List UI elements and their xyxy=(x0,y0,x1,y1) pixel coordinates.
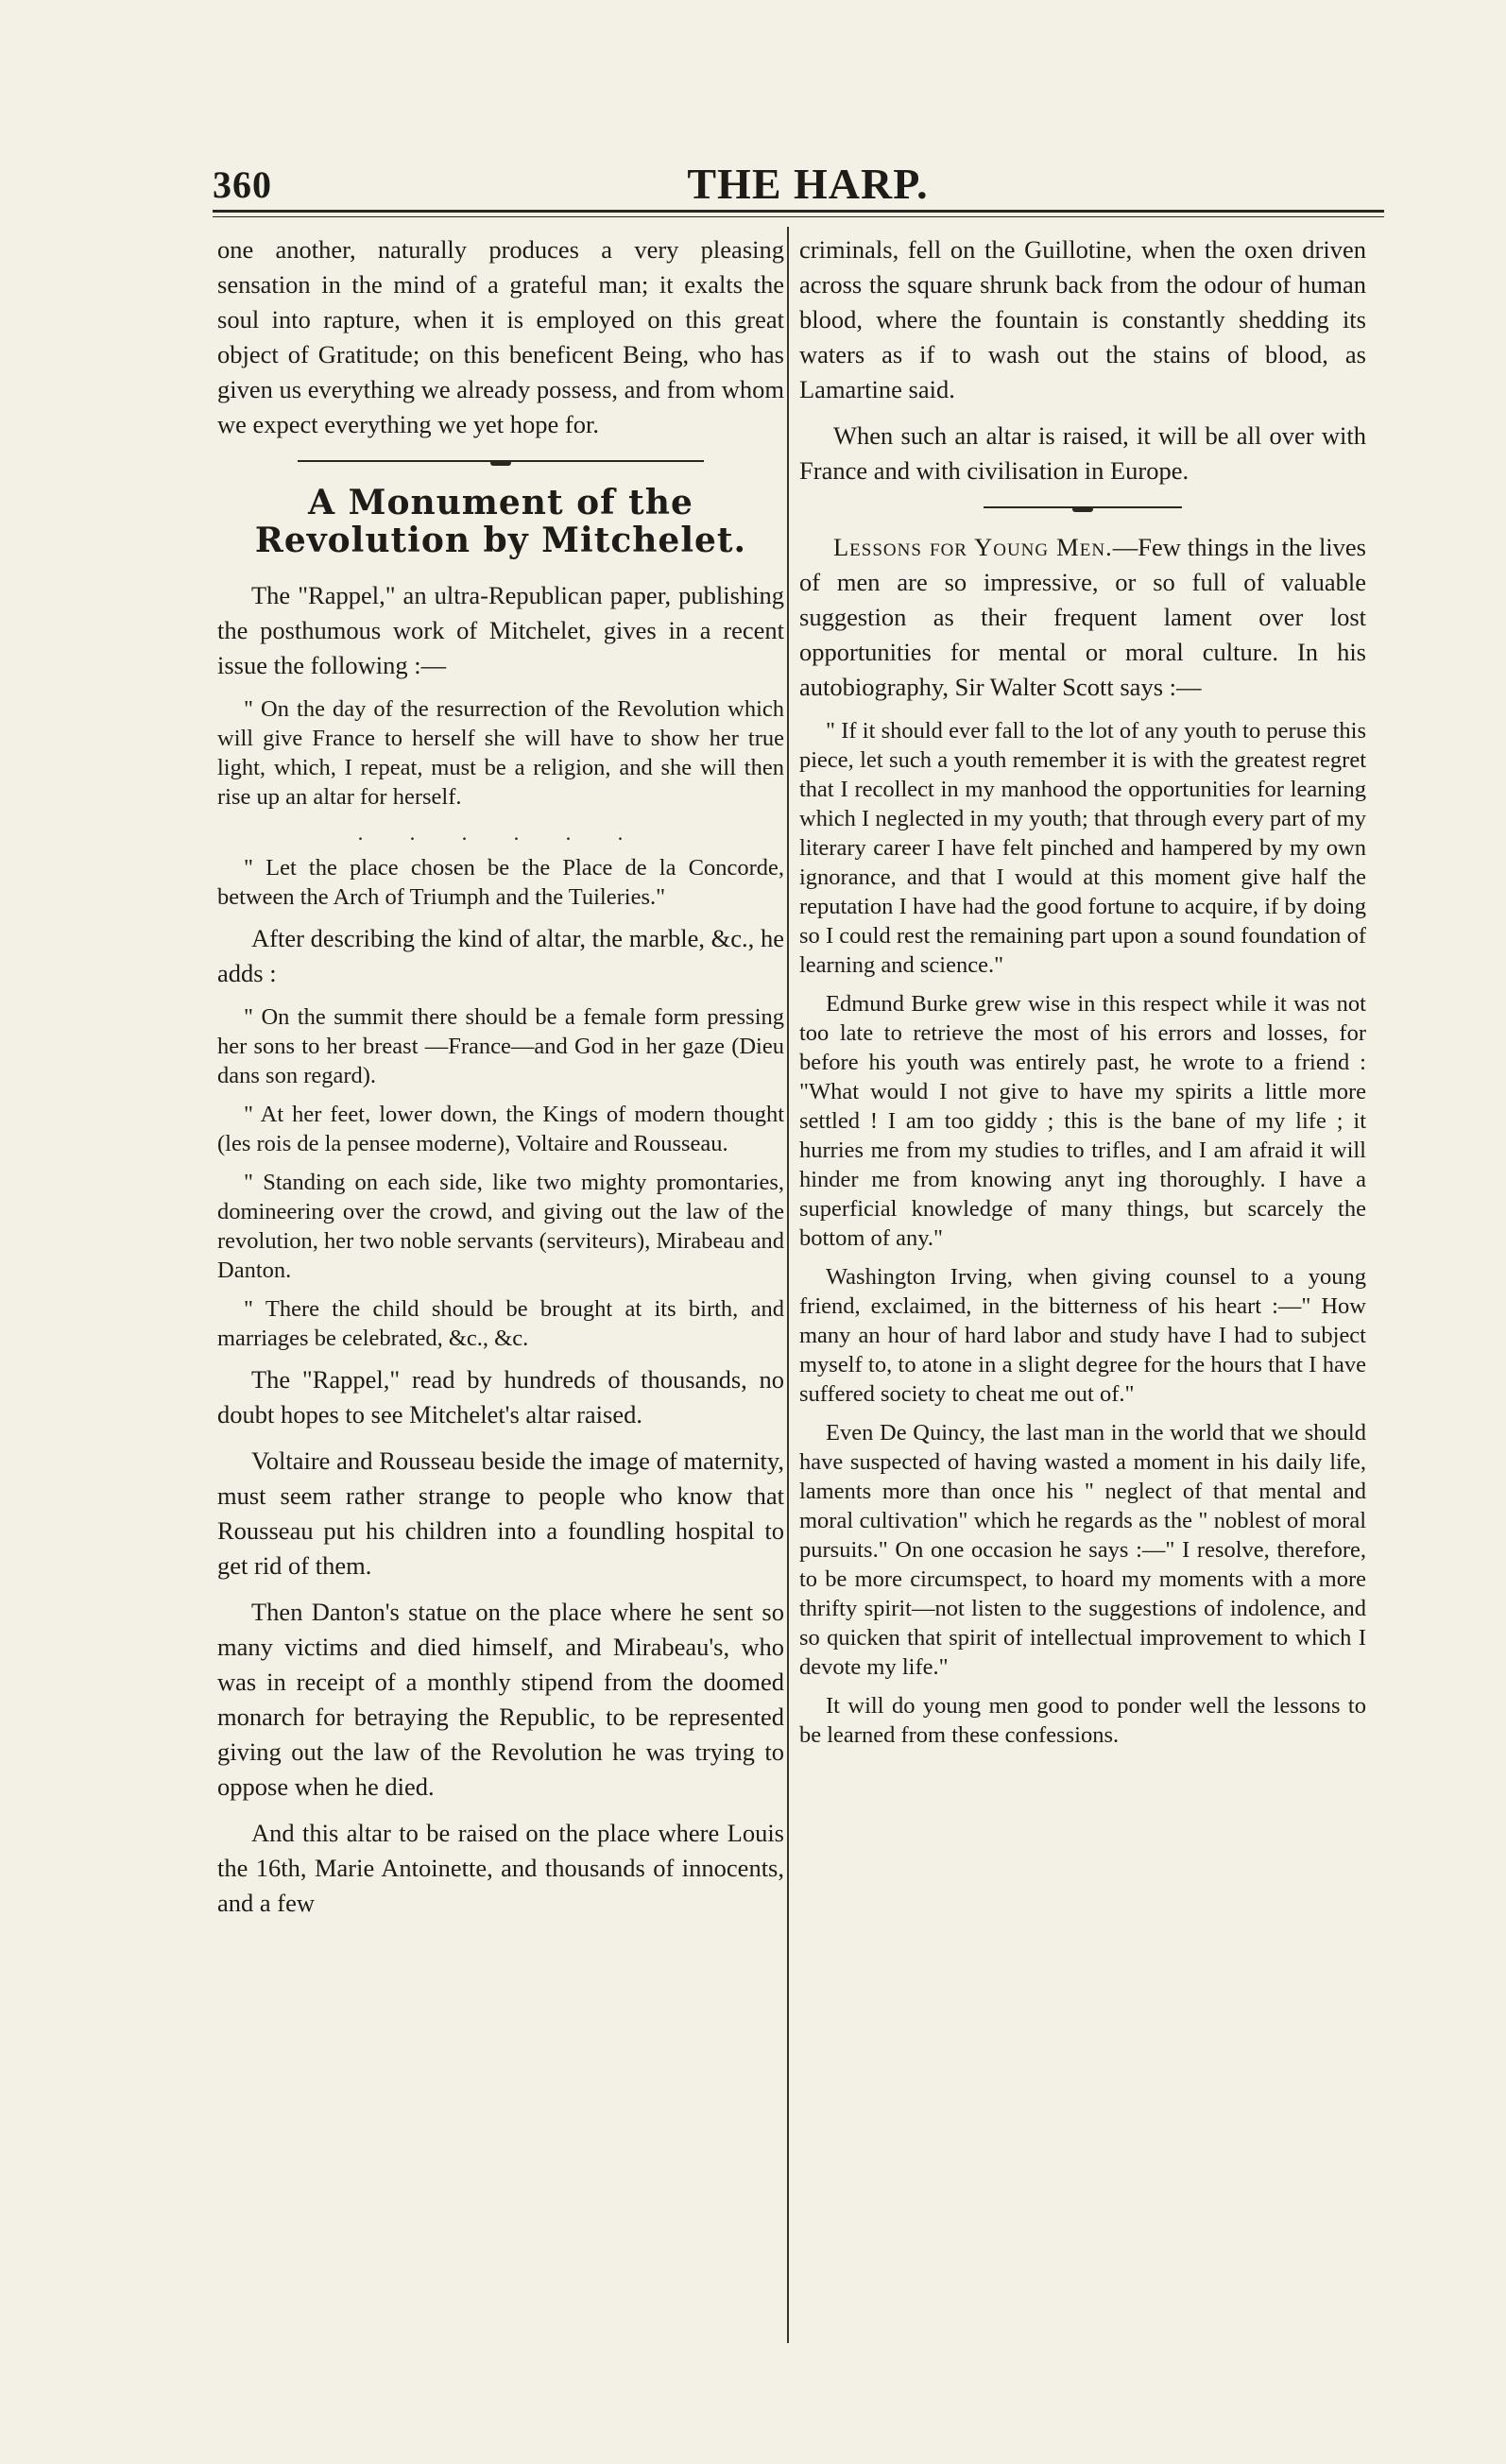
lessons-paragraph xyxy=(799,530,1366,705)
quote-paragraph: " On the day of the resurrection of the Revolution which will give France to herself she will have to show her true light, which, I repeat, must be a religion, and she will then rise up an altar for herself. xyxy=(217,696,784,810)
quote-paragraph: " If it should ever fall to the lot of any youth to peruse this piece, let such a youth remember it is with the greatest regret that I recollect in my manhood the opportunities for learning which I neglected in my youth; that through every part of my literary career I have felt pinched and hampered by my own ignorance, and that I would at this moment give half the reputation I have had the good fortune to acquire, if by doing so I could rest the remaining part upon a sound foundation of learning and science." xyxy=(799,718,1366,978)
section-divider xyxy=(799,500,1366,517)
article-paragraph: Then Danton's statue on the place where he sent so many victims and died himself, and Mirabeau's, who was in receipt of a monthly stipend from the doomed monarch for betraying the Republic, to be represented giving out the law of the Revolution he was trying to oppose when he died. xyxy=(217,1598,784,1801)
article-paragraph: And this altar to be raised on the place where Louis the 16th, Marie Antoinette, and thousands of innocents, and a few xyxy=(217,1819,784,1917)
left-column xyxy=(217,232,784,2339)
article-paragraph: When such an altar is raised, it will be all over with France and with civilisation in Europe. xyxy=(799,421,1366,485)
header-rule xyxy=(213,210,1384,213)
header-rule-thin xyxy=(213,216,1384,217)
right-column xyxy=(799,232,1366,2339)
article-title: A Monument of the Revolution by Mitchelet. xyxy=(254,483,747,560)
article-paragraph: The "Rappel," an ultra-Republican paper, publishing the posthumous work of Mitchelet, gives in a recent issue the following :— xyxy=(217,581,784,679)
article-paragraph: criminals, fell on the Guillotine, when the oxen driven across the square shrunk back from the odour of human blood, where the fountain is constantly shedding its waters as if to wash out the stains of blood, as Lamartine said. xyxy=(799,235,1366,403)
article-paragraph: After describing the kind of altar, the marble, &c., he adds : xyxy=(217,924,784,987)
intro-paragraph: one another, naturally produces a very pleasing sensation in the mind of a grateful man; it exalts the soul into rapture, when it is employed on this great object of Gratitude; on this beneficent Being, who has given us everything we already possess, and from whom we expect everything we yet hope for. xyxy=(217,235,784,438)
quote-paragraph: " At her feet, lower down, the Kings of modern thought (les rois de la pensee moderne), Voltaire and Rousseau. xyxy=(217,1102,784,1156)
column-divider xyxy=(787,227,789,2343)
section-divider xyxy=(217,453,784,471)
quote-paragraph: It will do young men good to ponder well the lessons to be learned from these confessions. xyxy=(799,1693,1366,1748)
page-header xyxy=(213,159,1384,212)
quote-paragraph: Even De Quincy, the last man in the world that we should have suspected of having wasted a moment in his daily life, laments more than once his " neglect of that mental and moral cultivation" which he regards as the " noblest of moral pursuits." On one occasion he says :—" I resolve, therefore, to be more circumspect, to hoard my moments with a more thrifty spirit—not listen to the suggestions of indolence, and so quicken that spirit of intellectual improvement to which I devote my life." xyxy=(799,1420,1366,1680)
quote-paragraph: Edmund Burke grew wise in this respect while it was not too late to retrieve the most of his errors and losses, for before his youth was entirely past, he wrote to a friend : "What would I not give to have my spirits a little more settled ! I am too giddy ; this is the bane of my life ; it hurries me from my studies to trifles, and I am afraid it will hinder me from knowing anyt ing thoroughly. I have a superficial knowledge of many things, but scarcely the bottom of any." xyxy=(799,991,1366,1251)
quote-paragraph: " Standing on each side, like two mighty promontaries, domineering over the crowd, and giving out the law of the revolution, her two noble servants (serviteurs), Mirabeau and Danton. xyxy=(217,1170,784,1283)
lessons-heading: Lessons for Young Men. xyxy=(833,533,1113,561)
ellipsis-divider: . . . . . . xyxy=(357,821,644,845)
article-paragraph: Voltaire and Rousseau beside the image of maternity, must seem rather strange to people who know that Rousseau put his children into a foundling hospital to get rid of them. xyxy=(217,1446,784,1580)
quote-paragraph: " Let the place chosen be the Place de la Concorde, between the Arch of Triumph and the Tuileries." xyxy=(217,855,784,910)
masthead-title: THE HARP. xyxy=(687,160,929,208)
quote-paragraph: Washington Irving, when giving counsel to a young friend, exclaimed, in the bitterness of his heart :—" How many an hour of hard labor and study have I had to subject myself to, to atone in a slight degree for the hours that I have suffered society to cheat me out of." xyxy=(799,1264,1366,1407)
quote-paragraph: " On the summit there should be a female form pressing her sons to her breast —France—and God in her gaze (Dieu dans son regard). xyxy=(217,1004,784,1088)
article-paragraph: The "Rappel," read by hundreds of thousands, no doubt hopes to see Mitchelet's altar raised. xyxy=(217,1365,784,1429)
page-number: 360 xyxy=(213,163,272,206)
lessons-text: —Few things in the lives of men are so impressive, or so full of valuable suggestion as their frequent lament over lost opportunities for mental or moral culture. In his autobiography, Sir Walter Scott says :— xyxy=(799,533,1366,701)
quote-paragraph: " There the child should be brought at its birth, and marriages be celebrated, &c., &c. xyxy=(217,1296,784,1351)
